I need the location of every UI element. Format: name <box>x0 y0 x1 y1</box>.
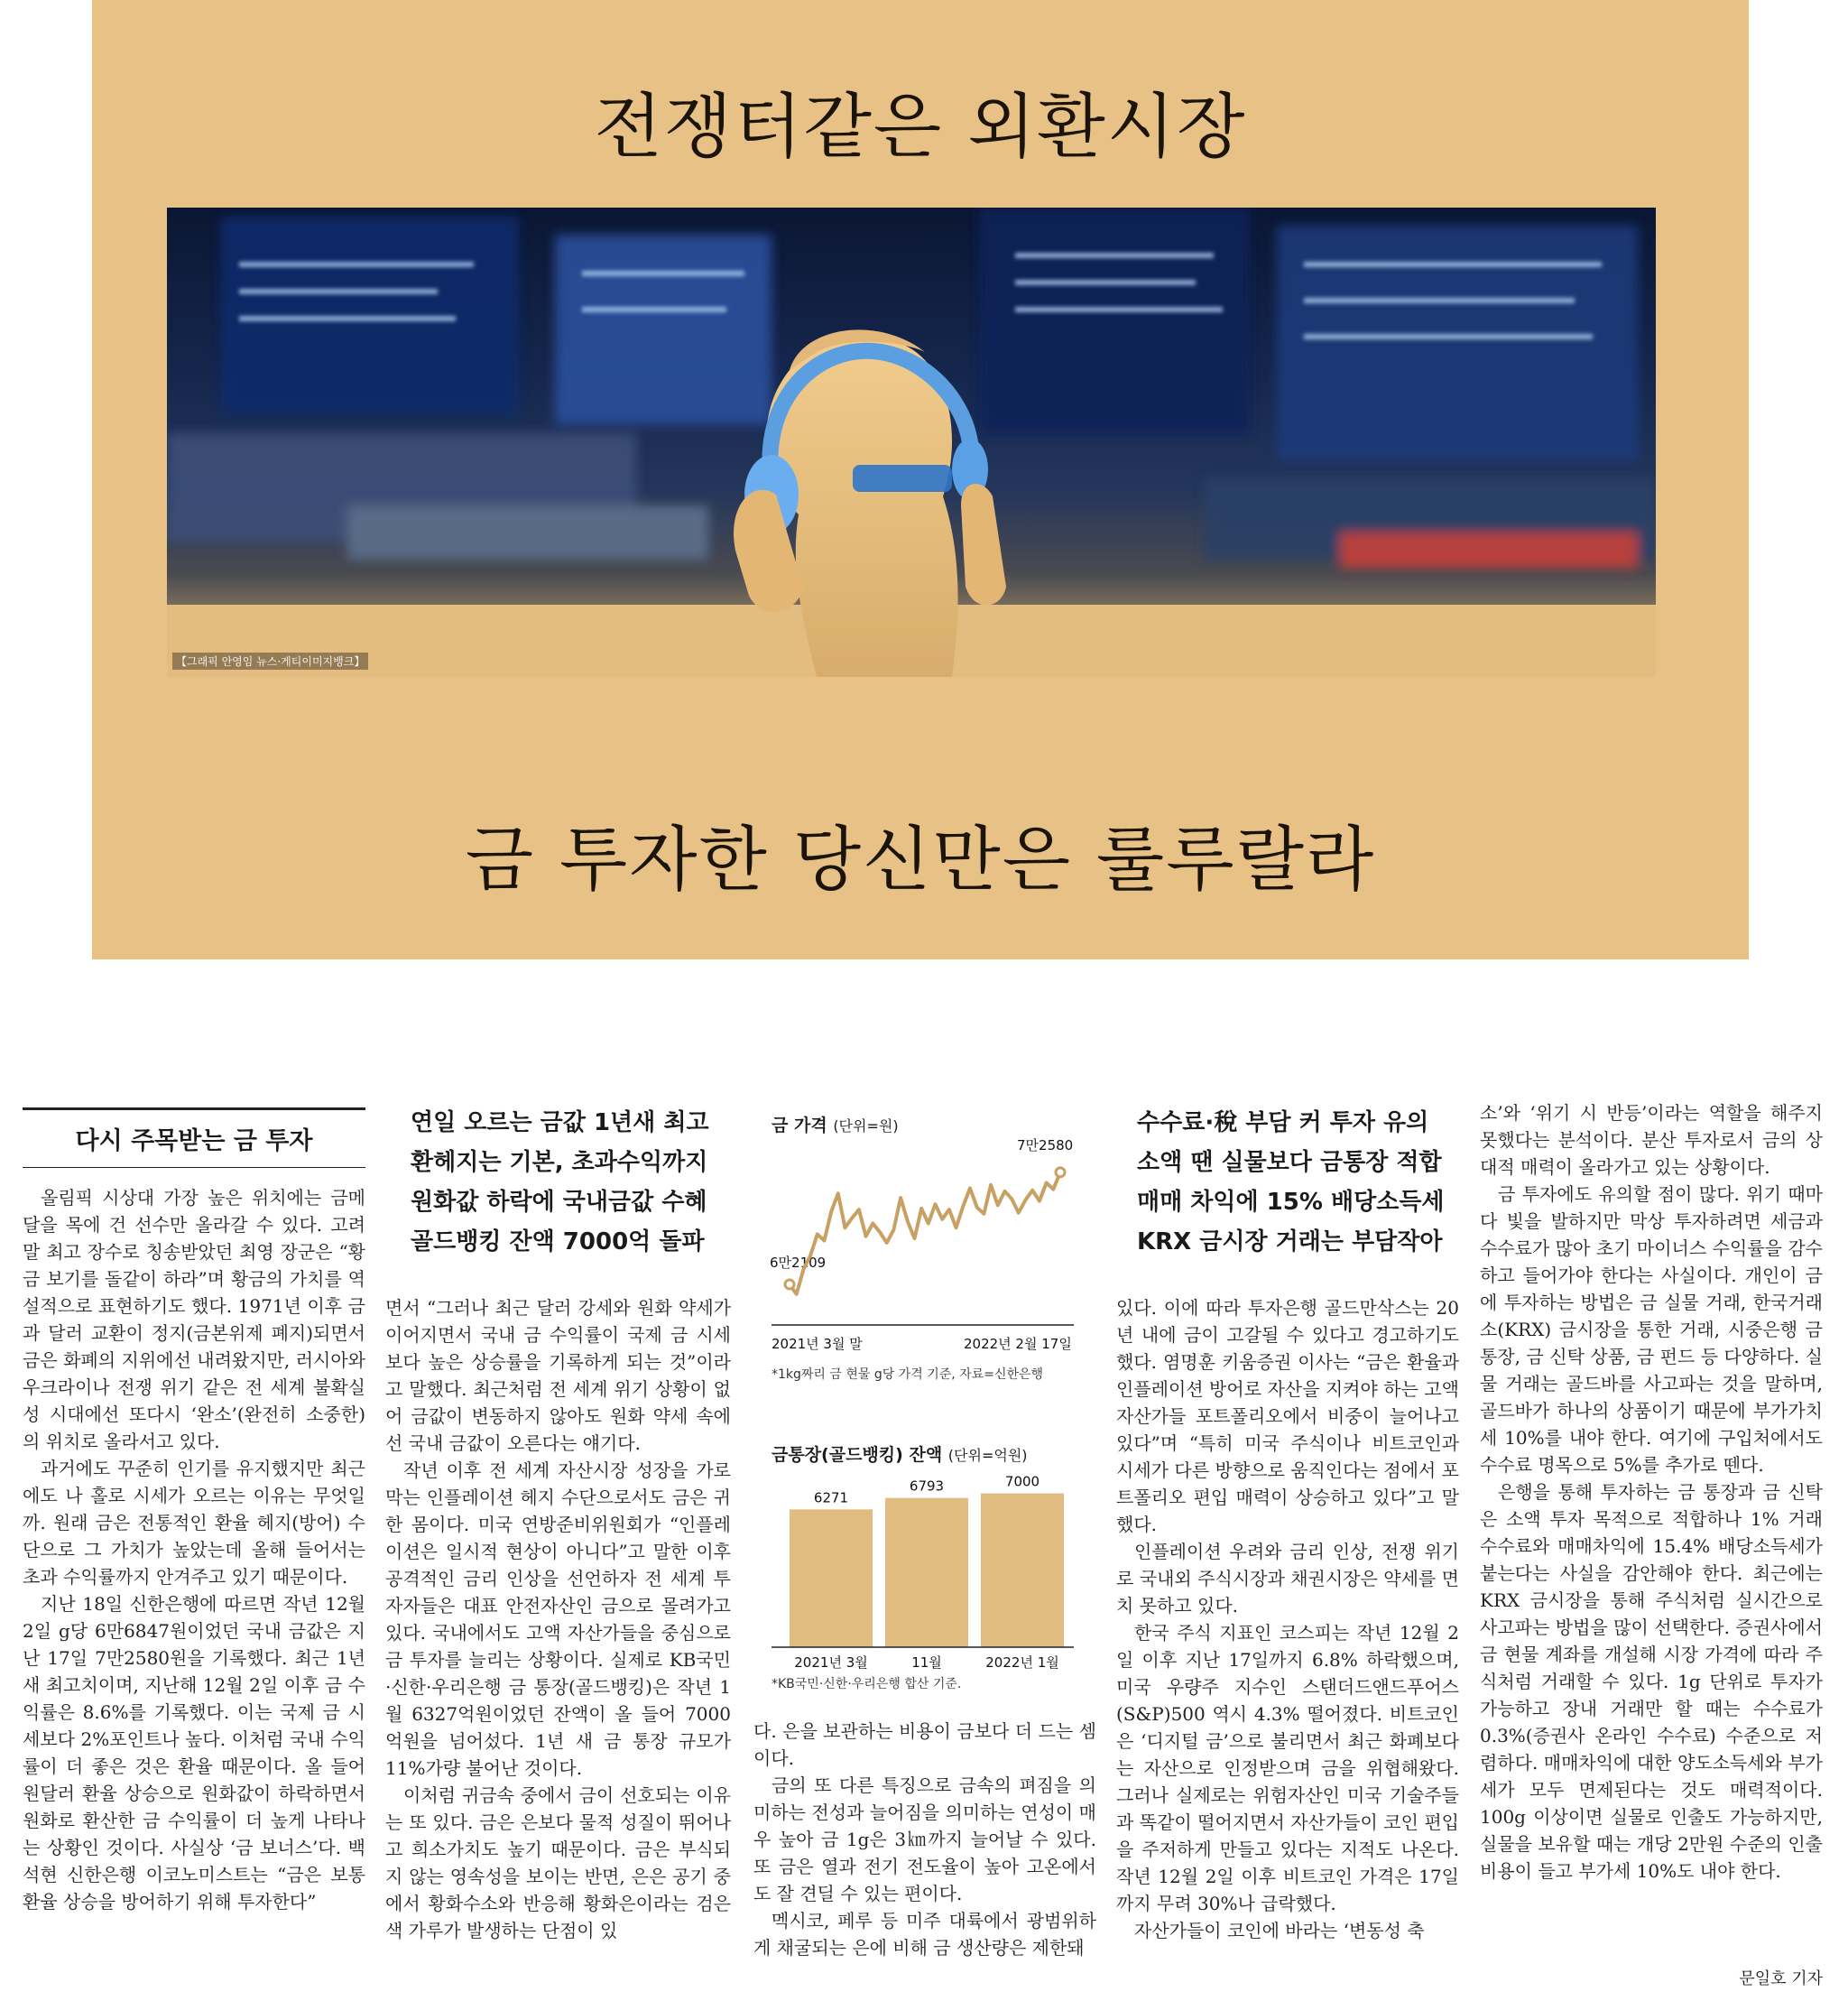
line-start-label: 6만2109 <box>770 1255 827 1271</box>
trading-floor-illustration <box>167 208 1656 677</box>
x-end-label: 2022년 2월 17일 <box>964 1336 1072 1352</box>
paragraph: 인플레이션 우려와 금리 인상, 전쟁 위기로 국내외 주식시장과 채권시장은 약세를 면치 못하고 있다. <box>1116 1541 1459 1617</box>
hero-title-bottom: 금 투자한 당신만은 룰루랄라 <box>465 820 1376 901</box>
paragraph: 지난 18일 신한은행에 따르면 작년 12월 2일 g당 6만6847원이었던 국내 금값은 지난 17일 7만2580원을 기록했다. 최근 1년새 최고치이며, 지난해 12월 2일 이후 금 수익률은 8.6%를 기록했다. 이는 국제 금 시세보다 2%포인트나 높다. 이처럼 국내 수익률이 더 좋은 것은 환율 때문이다. 올 들어 원달러 환율 상승으로 원화값이 하락하면서 원화로 환산한 금 수익률이 더 높게 나타나는 상황인 것이다. 사실상 ‘금 보너스’다. 백석현 신한은행 이코노미스트는 “금은 보통 환율 상승을 방어하기 위해 투자한다” <box>23 1593 365 1913</box>
gold-price-chart-title: 금 가격 (단위=원) <box>772 1116 899 1135</box>
bar-1 <box>790 1509 873 1647</box>
column-4 <box>1116 1294 1459 1944</box>
paragraph: 금의 또 다른 특징으로 금속의 펴짐을 의미하는 전성과 늘어짐을 의미하는 연성이 매우 높아 금 1g은 3㎞까지 늘어날 수 있다. 또 금은 열과 전기 전도율이 높아 고온에서도 잘 견딜 수 있는 편이다. <box>753 1774 1096 1904</box>
column-5 <box>1480 1099 1823 1885</box>
bar-category-label: 11월 <box>911 1654 942 1671</box>
paragraph: 다. 은을 보관하는 비용이 금보다 더 드는 셈이다. <box>753 1720 1096 1769</box>
subhead-line: KRX 금시장 거래는 부담작아 <box>1137 1228 1443 1255</box>
bar-value-label: 6271 <box>813 1489 849 1506</box>
paragraph: 이처럼 귀금속 중에서 금이 선호되는 이유는 또 있다. 금은 은보다 물적 성질이 뛰어나고 희소가치도 높기 때문이다. 금은 부식되지 않는 영속성을 보이는 반면, 은은 공기 중에서 황화수소와 반응해 황화은이라는 검은색 가루가 발생하는 단점이 있 <box>385 1784 731 1941</box>
paragraph: 멕시코, 페루 등 미주 대륙에서 광범위하게 채굴되는 은에 비해 금 생산량은 제한돼 <box>753 1910 1096 1959</box>
subhead-left <box>411 1103 726 1262</box>
hero-photo <box>167 208 1656 677</box>
paragraph: 작년 이후 전 세계 자산시장 성장을 가로막는 인플레이션 헤지 수단으로서도 금은 귀한 몸이다. 미국 연방준비위원회가 “인플레이션은 일시적 현상이 아니다”고 말한 이후 공격적인 금리 인상을 선언하자 전 세계 투자자들은 대표 안전자산인 금으로 몰려가고 있다. 국내에서도 고액 자산가들을 중심으로 금 투자를 늘리는 상황이다. 실제로 KB국민·신한·우리은행 금 통장(골드뱅킹)은 작년 1월 6327억원이었던 잔액이 올 들어 7000억원을 넘어섰다. 1년 새 금 통장 규모가 11%가량 불어난 것이다. <box>385 1459 731 1779</box>
paragraph: 과거에도 꾸준히 인기를 유지했지만 최근에도 나 홀로 시세가 오르는 이유는 무엇일까. 원래 금은 전통적인 환율 헤지(방어) 수단으로 그 가치가 높았는데 올해 들어서는 초과 수익률까지 안겨주고 있기 때문이다. <box>23 1458 365 1588</box>
gold-price-line <box>790 1172 1060 1294</box>
photo-credit: 【그래픽 안영임 뉴스·게티이미지뱅크】 <box>172 653 368 670</box>
subhead-line: 골드뱅킹 잔액 7000억 돌파 <box>411 1228 705 1255</box>
subhead-line: 연일 오르는 금값 1년새 최고 <box>411 1109 709 1136</box>
paragraph: 금 투자에도 유의할 점이 많다. 위기 때마다 빛을 발하지만 막상 투자하려면 세금과 수수료가 많아 초기 마이너스 수익률을 감수하고 들어가야 한다는 사실이다. 개인이 금에 투자하는 방법은 금 실물 거래, 한국거래소(KRX) 금시장을 통한 거래, 시중은행 금 통장, 금 신탁 상품, 금 펀드 등 다양하다. 실물 거래는 골드바를 사고파는 것을 말하며, 골드바가 하나의 상품이기 때문에 부가가치세 10%를 내야 한다. 여기에 구입처에서도 수수료 명목으로 5%를 추가로 뗀다. <box>1480 1183 1823 1476</box>
gold-price-line-chart <box>762 1130 1078 1338</box>
column-1 <box>23 1184 365 1915</box>
bar-category-label: 2021년 3월 <box>794 1654 868 1671</box>
column-2 <box>385 1294 731 1944</box>
hero-title-top: 전쟁터같은 외환시장 <box>594 87 1247 168</box>
column-3 <box>753 1718 1096 1961</box>
byline: 문일호 기자 <box>1739 1969 1823 1988</box>
hero-graphic <box>92 0 1749 959</box>
subhead-right <box>1137 1103 1462 1262</box>
bar-category-label: 2022년 1월 <box>985 1654 1059 1671</box>
line-end-label: 7만2580 <box>1017 1137 1074 1153</box>
subhead-line: 수수료·稅 부담 커 투자 유의 <box>1137 1109 1429 1136</box>
subhead-line: 소액 땐 실물보다 금통장 적합 <box>1137 1149 1442 1176</box>
paragraph: 있다. 이에 따라 투자은행 골드만삭스는 20년 내에 금이 고갈될 수 있다고 경고하기도 했다. 염명훈 키움증권 이사는 “금은 환율과 인플레이션 방어로 자산을 지켜야 하는 고액 자산가들 포트폴리오에서 비중이 늘어나고 있다”며 “특히 미국 주식이나 비트코인과 시세가 다른 방향으로 움직인다는 점에서 포트폴리오 편입 매력이 상승하고 있다”고 말했다. <box>1116 1297 1459 1535</box>
paragraph: 은행을 통해 투자하는 금 통장과 금 신탁은 소액 투자 목적으로 적합하나 1% 거래 수수료와 매매차익에 15.4% 배당소득세가 붙는다는 사실을 감안해야 한다. 최근에는 KRX 금시장을 통해 주식처럼 실시간으로 사고파는 방법을 많이 선택한다. 증권사에서 금 현물 계좌를 개설해 시장 가격에 따라 주식처럼 거래할 수 있다. 1g 단위로 투자가 가능하고 장내 거래만 할 때는 수수료가 0.3%(증권사 온라인 수수료) 수준으로 저렴하다. 매매차익에 대한 양도소득세와 부가세가 모두 면제된다는 것도 매력적이다. 100g 이상이면 실물로 인출도 가능하지만, 실물을 보유할 때는 개당 2만원 수준의 인출 비용이 들고 부가세 10%도 내야 한다. <box>1480 1481 1823 1882</box>
bar-3 <box>981 1494 1064 1647</box>
paragraph: 한국 주식 지표인 코스피는 작년 12월 2일 이후 지난 17일까지 6.8% 하락했으며, 미국 우량주 지수인 스탠더드앤드푸어스(S&P)500 역시 4.3% 떨어졌다. 비트코인은 ‘디지털 금’으로 불리면서 최근 화폐보다는 자산으로 인정받으며 금을 위협해왔다. 그러나 실제로는 위험자산인 미국 기술주들과 똑같이 떨어지면서 자산가들이 코인 편입을 주저하게 만들고 있다는 지적도 나온다. 작년 12월 2일 이후 비트코인 가격은 17일까지 무려 30%나 급락했다. <box>1116 1622 1459 1914</box>
gold-banking-bar-chart <box>762 1471 1078 1688</box>
line-end-point <box>1056 1168 1065 1177</box>
subhead-line: 원화값 하락에 국내금값 수혜 <box>411 1189 707 1216</box>
paragraph: 소’와 ‘위기 시 반등’이라는 역할을 해주지 못했다는 분석이다. 분산 투자로서 금의 상대적 매력이 올라가고 있는 상황이다. <box>1480 1102 1823 1178</box>
bar-value-label: 6793 <box>909 1478 945 1495</box>
paragraph: 면서 “그러나 최근 달러 강세와 원화 약세가 이어지면서 국내 금 수익률이 국제 금 시세보다 높은 상승률을 기록하게 되는 것”이라고 말했다. 최근처럼 전 세계 위기 상황이 없어 금값이 변동하지 않아도 원화 약세 속에선 국내 금값이 오른다는 얘기다. <box>385 1297 731 1454</box>
bar-2 <box>885 1498 968 1647</box>
bar-chart-note: *KB국민·신한·우리은행 합산 기준. <box>772 1677 962 1691</box>
x-start-label: 2021년 3월 말 <box>772 1336 863 1352</box>
line-start-point <box>785 1280 794 1289</box>
section-head: 다시 주목받는 금 투자 <box>23 1107 365 1168</box>
bar-value-label: 7000 <box>1004 1473 1040 1490</box>
subhead-line: 매매 차익에 15% 배당소득세 <box>1137 1189 1445 1216</box>
gold-banking-chart-title: 금통장(골드뱅킹) 잔액 (단위=억원) <box>772 1445 1028 1465</box>
paragraph: 자산가들이 코인에 바라는 ‘변동성 축 <box>1134 1920 1425 1941</box>
subhead-line: 환헤지는 기본, 초과수익까지 <box>411 1149 708 1176</box>
line-chart-note: *1kg짜리 금 현물 g당 가격 기준, 자료=신한은행 <box>772 1367 1044 1382</box>
paragraph: 올림픽 시상대 가장 높은 위치에는 금메달을 목에 건 선수만 올라갈 수 있다. 고려 말 최고 장수로 칭송받았던 최영 장군은 “황금 보기를 돌같이 하라”며 황금의 가치를 역설적으로 표현하기도 했다. 1971년 이후 금과 달러 교환이 정지(금본위제 폐지)되면서 금은 화폐의 지위에선 내려왔지만, 러시아와 우크라이나 전쟁 위기 같은 전 세계 불확실성 시대에선 또다시 ‘완소’(완전히 소중한)의 위치로 올라서고 있다. <box>23 1187 365 1452</box>
